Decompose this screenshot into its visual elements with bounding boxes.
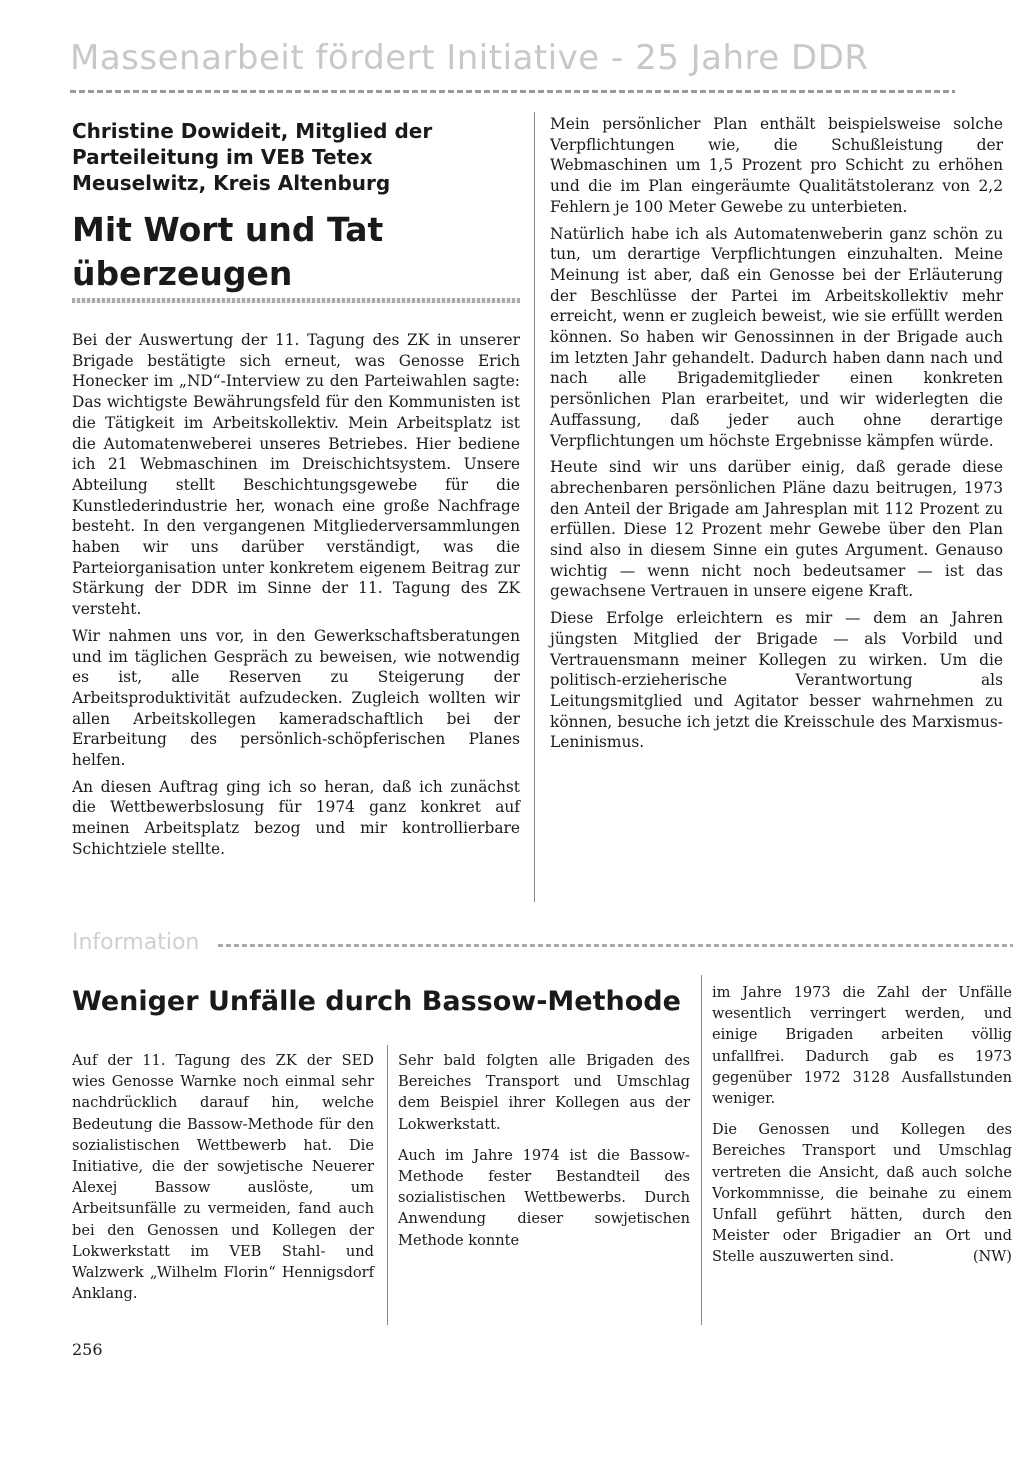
- article2-column-1: [72, 1050, 374, 1314]
- paragraph-text: Die Genossen und Kollegen des Bereiches Transport und Umschlag vertreten die Ansicht, daß auch solche Vorkommnisse, die beinahe zu einem Unfall geführt hätten, durch den Meister oder Brigadier an Ort und Stelle auszuwerten sind.: [712, 1121, 1012, 1266]
- title-divider: [72, 298, 520, 303]
- section-divider: [218, 944, 1013, 947]
- article-title: [72, 208, 492, 296]
- section-label-information: Information: [72, 930, 200, 955]
- paragraph: Auf der 11. Tagung des ZK der SED wies Genosse Warnke noch einmal sehr nachdrücklich darauf hin, welche Bedeutung die Bassow-Methode für den sozialistischen Wettbewerb hat. Die Initiative, die der sowjetische Neuerer Alexej Bassow auslöste, um Arbeitsunfälle zu vermeiden, fand auch bei den Genossen und Kollegen der Lokwerkstatt im VEB Stahl- und Walzwerk „Wilhelm Florin“ Hennigsdorf Anklang.: [72, 1052, 374, 1303]
- article-right-column: [550, 114, 1003, 759]
- paragraph: Diese Erfolge erleichtern es mir — dem an Jahren jüngsten Mitglied der Brigade — als Vorbild und Vertrauensmann meiner Kollegen zu wirken. Um die politisch-erzieherische Verantwortung als Leitungsmitglied und Agitator besser wahrnehmen zu können, besuche ich jetzt die Kreisschule des Marxismus-Leninismus.: [550, 609, 1003, 752]
- author-signature: (NW): [972, 1248, 1012, 1266]
- paragraph: [712, 1119, 1012, 1267]
- page-header-title: Massenarbeit fördert Initiative - 25 Jahre DDR: [70, 38, 869, 78]
- paragraph: Mein persönlicher Plan enthält beispielsweise solche Verpflichtungen wie, die Schußleistung der Webmaschinen um 1,5 Prozent pro Schicht zu erhöhen und die im Plan eingeräumte Qualitätstoleranz von 2,2 Fehlern je 100 Meter Gewebe zu unterbieten.: [550, 115, 1003, 216]
- column-divider: [701, 975, 702, 1325]
- article2-title: Weniger Unfälle durch Bassow-Methode: [72, 986, 681, 1017]
- paragraph: An diesen Auftrag ging ich so heran, daß ich zunächst die Wettbewerbslosung für 1974 ganz konkret auf meinen Arbeitsplatz bezog und mir kontrollierbare Schichtziele stellte.: [72, 777, 520, 858]
- paragraph: Sehr bald folgten alle Brigaden des Bereiches Transport und Umschlag dem Beispiel ihrer Kollegen aus der Lokwerkstatt.: [398, 1052, 690, 1133]
- article2-column-3: [712, 982, 1012, 1278]
- paragraph: Wir nahmen uns vor, in den Gewerkschaftsberatungen und im täglichen Gespräch zu beweisen, wie notwendig es ist, alle Reserven zu Steigerung der Arbeitsproduktivität aufzudecken. Zugleich wollten wir allen Arbeitskollegen kameradschaftlich bei der Erarbeitung des persönlich-schöpferischen Planes helfen.: [72, 626, 520, 770]
- article-title-line2: überzeugen: [72, 254, 293, 293]
- paragraph: Heute sind wir uns darüber einig, daß gerade diese abrechenbaren persönlichen Pläne dazu beitrugen, 1973 den Anteil der Brigade am Jahresplan mit 112 Prozent zu erfüllen. Diese 12 Prozent mehr Gewebe über den Plan sind also in diesem Sinne ein gutes Argument. Genauso wichtig — wenn nicht noch bedeutsamer — ist das gewachsene Vertrauen in unsere eigene Kraft.: [550, 458, 1003, 601]
- article-title-line1: Mit Wort und Tat: [72, 210, 384, 249]
- article-left-column: [72, 330, 520, 866]
- article2-column-2: [398, 1050, 690, 1261]
- paragraph: im Jahre 1973 die Zahl der Unfälle wesentlich verringert werden, und einige Brigaden arbeiten völlig unfallfrei. Dadurch gab es 1973 gegenüber 1972 3128 Ausfallstunden weniger.: [712, 984, 1012, 1108]
- paragraph: Natürlich habe ich als Automatenweberin ganz schön zu tun, um derartige Verpflichtungen einzuhalten. Meine Meinung ist aber, daß ein Genosse bei der Erläuterung der Beschlüsse der Partei im Arbeitskollektiv mehr erreicht, wenn er zugleich beweist, wie sie erfüllt werden können. So haben wir Genossinnen in der Brigade auch im letzten Jahr gehandelt. Dadurch haben dann nach und nach alle Brigademitglieder einen konkreten persönlichen Plan erarbeitet, und wir widerlegten die Auffassung, daß jeder auch ohne derartige Verpflichtungen um höchste Ergebnisse kämpfen würde.: [550, 224, 1003, 450]
- page-number: 256: [72, 1340, 103, 1359]
- column-divider: [534, 112, 535, 902]
- article-byline: Christine Dowideit, Mitglied der Parteileitung im VEB Tetex Meuselwitz, Kreis Altenburg: [72, 119, 433, 195]
- paragraph: Bei der Auswertung der 11. Tagung des ZK in unserer Brigade bestätigte sich erneut, was Genosse Erich Honecker im „ND“-Interview zu den Parteiwahlen sagte: Das wichtigste Bewährungsfeld für den Kommunisten ist die Tätigkeit im Arbeitskollektiv. Mein Arbeitsplatz ist die Automatenweberei unseres Betriebes. Hier bediene ich 21 Webmaschinen im Dreischichtsystem. Unsere Abteilung stellt Beschichtungsgewebe für die Kunstlederindustrie her, wonach eine große Nachfrage besteht. In den vergangenen Mitgliederversammlungen haben wir uns darüber verständigt, was die Parteiorganisation unter konkretem eigenem Beitrag zur Stärkung der DDR im Sinne der 11. Tagung des ZK versteht.: [72, 331, 520, 619]
- paragraph: Auch im Jahre 1974 ist die Bassow-Methode fester Bestandteil des sozialistischen Wettbewerbs. Durch Anwendung dieser sowjetischen Methode konnte: [398, 1146, 690, 1249]
- header-divider: [70, 90, 955, 93]
- column-divider: [387, 1045, 388, 1325]
